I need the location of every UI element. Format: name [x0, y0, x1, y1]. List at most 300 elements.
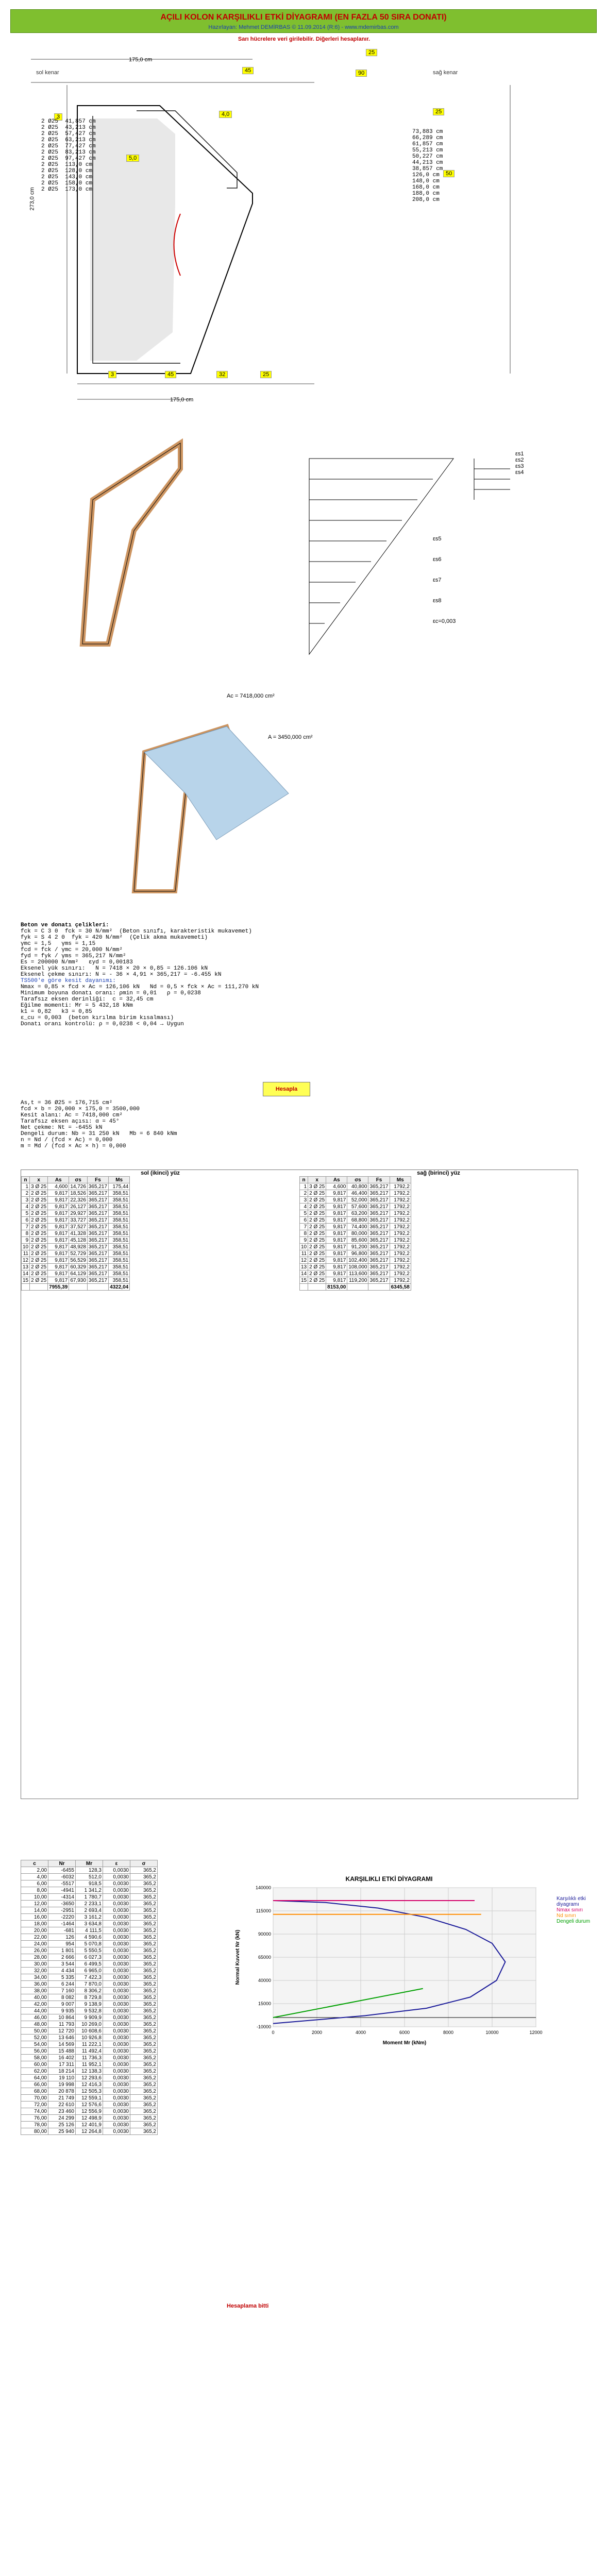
table-cell: 102,400	[347, 1257, 368, 1264]
table-header: Ms	[109, 1177, 130, 1183]
y-tick-label: 115000	[256, 1908, 271, 1913]
table-row	[22, 1237, 130, 1244]
input-angle[interactable]: 45	[242, 67, 254, 74]
table-cell: 22,326	[69, 1197, 88, 1204]
table-cell: 365,2	[130, 1887, 158, 1894]
table-row	[300, 1217, 411, 1224]
results-table-frame	[21, 1860, 158, 2135]
table-cell: 365,2	[130, 1880, 158, 1887]
table-cell: 2 Ø 25	[30, 1197, 48, 1204]
table-row	[22, 1224, 130, 1230]
table-cell: 358,51	[109, 1250, 130, 1257]
interaction-chart-svg	[232, 1883, 546, 2047]
table-cell: 0,0030	[103, 1914, 130, 1921]
table-cell: 9,817	[326, 1237, 347, 1244]
table-cell: 4,600	[326, 1183, 347, 1190]
table-cell: 365,2	[130, 2048, 158, 2055]
table-cell: 9,817	[326, 1270, 347, 1277]
table-cell: 365,217	[368, 1264, 390, 1270]
strain-label: εs4	[515, 469, 524, 476]
table-cell: 365,217	[368, 1210, 390, 1217]
table-cell: 0,0030	[103, 1894, 130, 1901]
table-cell: 11 736,3	[76, 2055, 103, 2061]
table-cell: 0,0030	[103, 2122, 130, 2128]
section-bottom-width: 175,0 cm	[170, 397, 194, 403]
table-cell: 13	[300, 1264, 308, 1270]
x-tick-label: 4000	[355, 2030, 366, 2035]
table-cell: 36,00	[21, 1981, 48, 1988]
input-dim-4[interactable]: 50	[443, 170, 454, 177]
table-cell: 8	[22, 1230, 30, 1237]
section-left-label: sol kenar	[36, 70, 59, 76]
table-cell: 68,00	[21, 2088, 48, 2095]
table-row	[300, 1250, 411, 1257]
table-cell: 365,2	[130, 2128, 158, 2135]
input-dim-2[interactable]: 5,0	[126, 155, 139, 162]
table-cell: 4 111,5	[76, 1927, 103, 1934]
table-header: c	[21, 1860, 48, 1867]
table-cell: 365,217	[368, 1244, 390, 1250]
dim-right: 61,857 cm	[412, 141, 443, 147]
table-cell: 80,00	[21, 2128, 48, 2135]
table-cell: 2 Ø 25	[308, 1257, 326, 1264]
legend-item: Nd sınırı	[557, 1913, 576, 1919]
table-cell: 175,44	[109, 1183, 130, 1190]
table-cell: 1792,2	[390, 1270, 411, 1277]
input-angle2[interactable]: 90	[356, 70, 367, 77]
dimension-rows-left	[41, 118, 165, 193]
table-cell: 34,00	[21, 1974, 48, 1981]
table-cell: 365,217	[368, 1257, 390, 1264]
table-cell: 22 610	[48, 2102, 76, 2108]
strain-labels	[515, 451, 524, 476]
table-cell: 56,00	[21, 2048, 48, 2055]
table-cell: 7 422,3	[76, 1974, 103, 1981]
x-tick-label: 0	[272, 2030, 275, 2035]
table-cell: 52,729	[69, 1250, 88, 1257]
table-cell: 68,800	[347, 1217, 368, 1224]
table-cell: 12 401,9	[76, 2122, 103, 2128]
table-header: Fs	[87, 1177, 108, 1183]
input-dim-5[interactable]: 3	[108, 371, 116, 378]
table-row	[21, 1941, 158, 1947]
table-cell	[347, 1284, 368, 1291]
table-row	[21, 1994, 158, 2001]
input-bars-1[interactable]: 3	[54, 113, 62, 121]
table-cell: 0,0030	[103, 2095, 130, 2102]
table-cell: 63,200	[347, 1210, 368, 1217]
table-cell: 80,000	[347, 1230, 368, 1237]
table-row	[22, 1264, 130, 1270]
table-cell: 7	[22, 1224, 30, 1230]
table-cell: 0,0030	[103, 2008, 130, 2014]
column-section-drawing	[10, 44, 598, 404]
table-cell: 358,51	[109, 1244, 130, 1250]
table-cell: 60,00	[21, 2061, 48, 2068]
table-cell: 4	[300, 1204, 308, 1210]
table-cell: 14 569	[48, 2041, 76, 2048]
table-cell: 11 222,1	[76, 2041, 103, 2048]
table-cell: 9,817	[326, 1257, 347, 1264]
table-cell: 0,0030	[103, 1947, 130, 1954]
table-cell: 2 666	[48, 1954, 76, 1961]
table-cell: 365,217	[368, 1224, 390, 1230]
table-cell: 9 007	[48, 2001, 76, 2008]
input-dim-1[interactable]: 4,0	[219, 111, 232, 118]
calc-line: fyd = fyk / γms = 365,217 N/mm²	[21, 953, 126, 959]
table-cell: -1464	[48, 1921, 76, 1927]
table-cell: 0,0030	[103, 2041, 130, 2048]
table-cell: 365,217	[87, 1250, 108, 1257]
table-cell: 9,817	[48, 1217, 69, 1224]
table-cell: 58,00	[21, 2055, 48, 2061]
table-cell: 9 935	[48, 2008, 76, 2014]
table-row	[21, 2008, 158, 2014]
dim-right: 148,0 cm	[412, 178, 440, 184]
table-cell: 10 926,8	[76, 2035, 103, 2041]
table-cell: 365,2	[130, 2028, 158, 2035]
table-cell: 46,00	[21, 2014, 48, 2021]
input-dim-3[interactable]: 25	[433, 108, 444, 115]
table-row	[21, 1914, 158, 1921]
table-cell: -2951	[48, 1907, 76, 1914]
table-cell: 365,2	[130, 2108, 158, 2115]
dim-right: 66,289 cm	[412, 135, 443, 141]
table-row	[300, 1190, 411, 1197]
table-cell: 1 801	[48, 1947, 76, 1954]
legend-item: Dengeli durum	[557, 1919, 591, 1924]
table-cell: 2 Ø 25	[308, 1190, 326, 1197]
table-row	[21, 1901, 158, 1907]
table-cell: 13	[22, 1264, 30, 1270]
table-row	[21, 2035, 158, 2041]
interaction-chart	[232, 1875, 546, 2050]
table-cell: 9,817	[326, 1197, 347, 1204]
input-dim-8[interactable]: 25	[260, 371, 272, 378]
table-cell: 4	[22, 1204, 30, 1210]
table-cell: 3 544	[48, 1961, 76, 1968]
table-cell: 9,817	[48, 1270, 69, 1277]
table-cell: 358,51	[109, 1230, 130, 1237]
table-cell: 19 998	[48, 2081, 76, 2088]
table-cell: 2 Ø 25	[30, 1277, 48, 1284]
calc-line: Eksenel çekme sınırı: N = - 36 × 4,91 × 365,217 = -6.455 kN	[21, 972, 222, 978]
table-cell: 2	[300, 1190, 308, 1197]
table-row	[300, 1210, 411, 1217]
table-cell: 9,817	[326, 1264, 347, 1270]
table-cell: 46,400	[347, 1190, 368, 1197]
table-cell: 12 720	[48, 2028, 76, 2035]
table-cell: 66,00	[21, 2081, 48, 2088]
table-cell: 2 Ø 25	[30, 1237, 48, 1244]
table-cell: 2 Ø 25	[30, 1210, 48, 1217]
table-cell: 44,00	[21, 2008, 48, 2014]
table-cell: 6	[300, 1217, 308, 1224]
table-header: n	[22, 1177, 30, 1183]
table-cell: 2 Ø 25	[30, 1217, 48, 1224]
input-cover[interactable]: 25	[366, 49, 377, 56]
calc-line: ε_cu = 0,003 (beton kırılma birim kısalması)	[21, 1015, 174, 1021]
table-row	[300, 1197, 411, 1204]
table-cell: 365,217	[368, 1277, 390, 1284]
table-cell: 0,0030	[103, 2075, 130, 2081]
table-cell: 365,2	[130, 2088, 158, 2095]
table-cell: 358,51	[109, 1237, 130, 1244]
table-cell: 0,0030	[103, 1954, 130, 1961]
table-row	[21, 1934, 158, 1941]
table-cell: 10 608,6	[76, 2028, 103, 2035]
table-cell: 1 341,2	[76, 1887, 103, 1894]
table-cell: 365,2	[130, 1934, 158, 1941]
table-cell: 12	[300, 1257, 308, 1264]
input-dim-6[interactable]: 45	[165, 371, 176, 378]
table-cell: 365,217	[87, 1257, 108, 1264]
x-axis-label: Moment Mr (kNm)	[382, 2040, 427, 2046]
table-cell: 0,0030	[103, 1974, 130, 1981]
table-cell: 365,2	[130, 2014, 158, 2021]
table-cell: 365,2	[130, 2021, 158, 2028]
table-cell: 2 Ø 25	[308, 1217, 326, 1224]
table-cell: 6 027,3	[76, 1954, 103, 1961]
table-cell: 3 634,8	[76, 1921, 103, 1927]
calc-line: As,t = 36 Ø25 = 176,715 cm²	[21, 1100, 113, 1106]
table-cell: -681	[48, 1927, 76, 1934]
table-row	[21, 2102, 158, 2108]
calc-line: Dengeli durum: Nb = 31 250 kN Mb = 6 840 kNm	[21, 1131, 177, 1137]
table-row	[21, 1887, 158, 1894]
table-header: n	[300, 1177, 308, 1183]
calc-line: Eksenel yük sınırı: N = 7418 × 20 × 0,85 = 126.106 kN	[21, 965, 208, 972]
table-cell: 2 Ø 25	[308, 1224, 326, 1230]
table-cell: 365,217	[368, 1217, 390, 1224]
table-row	[21, 1981, 158, 1988]
table-cell: 28,00	[21, 1954, 48, 1961]
table-cell	[87, 1284, 108, 1291]
table-cell: 358,51	[109, 1204, 130, 1210]
table-cell: 96,800	[347, 1250, 368, 1257]
table-row	[300, 1230, 411, 1237]
table-cell: 365,2	[130, 1974, 158, 1981]
y-axis-label: Normal Kuvvet Nr (kN)	[235, 1929, 241, 1985]
table-row	[22, 1250, 130, 1257]
table-cell: 365,217	[87, 1197, 108, 1204]
table-header: Ms	[390, 1177, 411, 1183]
calc-line: fck = C 3 0 fck = 30 N/mm² (Beton sınıfı, karakteristik mukavemet)	[21, 928, 252, 935]
table-cell: 12 559,1	[76, 2095, 103, 2102]
table-row	[22, 1210, 130, 1217]
table-cell: 0,0030	[103, 2102, 130, 2108]
dim-row: 2 Ø25 158,0 cm	[41, 180, 93, 187]
table-cell: 918,5	[76, 1880, 103, 1887]
table-cell: 2 693,4	[76, 1907, 103, 1914]
dim-row: 2 Ø25 57,427 cm	[41, 131, 96, 137]
table-cell: 7	[300, 1224, 308, 1230]
table-cell: 50,00	[21, 2028, 48, 2035]
table-row	[22, 1217, 130, 1224]
calc-line: Tarafsız eksen açısı: α = 45°	[21, 1118, 120, 1125]
table-cell: 365,2	[130, 1947, 158, 1954]
table-cell: 1792,2	[390, 1210, 411, 1217]
table-row	[21, 1880, 158, 1887]
table-cell: 12 576,6	[76, 2102, 103, 2108]
strain-diagram	[52, 438, 567, 670]
table-row	[21, 1894, 158, 1901]
table-cell: 365,2	[130, 2061, 158, 2068]
table-cell: 1792,2	[390, 1183, 411, 1190]
table-cell: 12 293,6	[76, 2075, 103, 2081]
legend-item: Nmax sınırı	[557, 1907, 583, 1913]
table-row	[300, 1257, 411, 1264]
table-header: As	[326, 1177, 347, 1183]
dim-row: 2 Ø25 143,0 cm	[41, 174, 93, 180]
table-cell: 24 299	[48, 2115, 76, 2122]
table-cell: 74,00	[21, 2108, 48, 2115]
table-cell: 512,0	[76, 1874, 103, 1880]
table-cell: 42,00	[21, 2001, 48, 2008]
table-cell: 76,00	[21, 2115, 48, 2122]
table-cell: 1 780,7	[76, 1894, 103, 1901]
dim-row: 2 Ø25 97,427 cm	[41, 156, 96, 162]
table-cell: 2 Ø 25	[308, 1244, 326, 1250]
table-cell: 18 214	[48, 2068, 76, 2075]
table-row	[300, 1224, 411, 1230]
table-cell: 9,817	[326, 1217, 347, 1224]
table-cell: 12 264,8	[76, 2128, 103, 2135]
table-cell: 38,00	[21, 1988, 48, 1994]
y-tick-label: 15000	[258, 2001, 271, 2006]
table-cell: 365,217	[368, 1237, 390, 1244]
table-row	[21, 2075, 158, 2081]
table-cell: 5 335	[48, 1974, 76, 1981]
dim-row: 2 Ø25 83,213 cm	[41, 149, 96, 156]
dim-right: 208,0 cm	[412, 197, 440, 203]
table-cell: 67,930	[69, 1277, 88, 1284]
table-cell: 18,00	[21, 1921, 48, 1927]
table-row	[21, 2122, 158, 2128]
table-cell: 8 729,8	[76, 1994, 103, 2001]
table-cell: 9,817	[326, 1244, 347, 1250]
table-cell: 365,2	[130, 2122, 158, 2128]
table-row	[21, 2021, 158, 2028]
table-cell: 365,2	[130, 1988, 158, 1994]
table-cell: 72,00	[21, 2102, 48, 2108]
table-row	[300, 1264, 411, 1270]
strain-label: εs7	[433, 577, 442, 583]
table-cell: 365,217	[87, 1230, 108, 1237]
table-cell: 1792,2	[390, 1250, 411, 1257]
table-cell: 8	[300, 1230, 308, 1237]
dim-right: 168,0 cm	[412, 184, 440, 191]
table-cell: 1792,2	[390, 1244, 411, 1250]
table-cell: 0,0030	[103, 1994, 130, 2001]
table-cell: 0,0030	[103, 2081, 130, 2088]
table-cell: 11	[300, 1250, 308, 1257]
calc-line: Kesit alanı: Ac = 7418,000 cm²	[21, 1112, 123, 1118]
table-cell: 0,0030	[103, 1941, 130, 1947]
table-total-row	[22, 1284, 130, 1291]
table-cell: 85,600	[347, 1237, 368, 1244]
table-cell: 3 Ø 25	[30, 1183, 48, 1190]
table-cell: 9,817	[48, 1264, 69, 1270]
table-row	[21, 1907, 158, 1914]
table-cell: 2 Ø 25	[308, 1204, 326, 1210]
table-cell: 6	[22, 1217, 30, 1224]
section-height: 273,0 cm	[29, 187, 36, 211]
table-cell: 12 556,9	[76, 2108, 103, 2115]
x-tick-label: 6000	[399, 2030, 410, 2035]
table-cell: 1	[22, 1183, 30, 1190]
dim-row: 2 Ø25 128,0 cm	[41, 168, 93, 174]
table-cell: 0,0030	[103, 1901, 130, 1907]
table-cell: 0,0030	[103, 2068, 130, 2075]
table-cell: 16 402	[48, 2055, 76, 2061]
calculate-button[interactable]: Hesapla	[263, 1082, 310, 1096]
left-face-section	[21, 1170, 299, 1291]
table-header: Nr	[48, 1860, 76, 1867]
input-dim-7[interactable]: 32	[216, 371, 228, 378]
table-cell: 365,2	[130, 2055, 158, 2061]
table-cell: 365,2	[130, 2035, 158, 2041]
table-cell: 6345,58	[390, 1284, 411, 1291]
table-cell: 2,00	[21, 1867, 48, 1874]
table-cell: 12	[22, 1257, 30, 1264]
table-cell: 5 550,5	[76, 1947, 103, 1954]
table-cell: 4 434	[48, 1968, 76, 1974]
table-cell: 9,817	[48, 1204, 69, 1210]
table-header: σ	[130, 1860, 158, 1867]
summary-table-frame	[21, 1170, 578, 1799]
table-cell: 2 Ø 25	[30, 1270, 48, 1277]
table-cell: 365,217	[87, 1244, 108, 1250]
table-cell: 108,000	[347, 1264, 368, 1270]
table-cell: 48,00	[21, 2021, 48, 2028]
table-row	[300, 1270, 411, 1277]
calc-line: Minimum boyuna donatı oranı: ρmin = 0,01 ρ = 0,0238	[21, 990, 201, 996]
table-row	[21, 2055, 158, 2061]
y-tick-label: 140000	[255, 1885, 271, 1890]
table-row	[300, 1277, 411, 1284]
table-cell: 365,217	[368, 1270, 390, 1277]
table-cell: 9,817	[326, 1204, 347, 1210]
table-cell: 2 Ø 25	[30, 1230, 48, 1237]
dim-row: 2 Ø25 63,213 cm	[41, 137, 96, 143]
table-cell: 11 793	[48, 2021, 76, 2028]
table-cell: 365,2	[130, 1874, 158, 1880]
table-cell: 6 244	[48, 1981, 76, 1988]
extra-calc-block	[21, 1100, 350, 1149]
table-cell: 0,0030	[103, 1961, 130, 1968]
table-cell: 11 492,4	[76, 2048, 103, 2055]
table-cell: 0,0030	[103, 2014, 130, 2021]
table-cell: 18,526	[69, 1190, 88, 1197]
area-label: Ac = 7418,000 cm²	[227, 693, 275, 699]
table-cell: 5	[22, 1210, 30, 1217]
table-cell: 9 532,8	[76, 2008, 103, 2014]
dim-row: 2 Ø25 41,857 cm	[41, 118, 96, 125]
table-cell: 0,0030	[103, 1934, 130, 1941]
page-subtitle: Hazırlayan: Mehmet DEMİRBAS © 11.09.2014 (R:6) - www.mdemirbas.com	[208, 24, 399, 30]
table-cell: 365,217	[368, 1230, 390, 1237]
calc-block	[21, 922, 350, 1027]
table-cell: 6 965,0	[76, 1968, 103, 1974]
table-cell: 13 646	[48, 2035, 76, 2041]
table-cell: 9,817	[326, 1224, 347, 1230]
table-row	[21, 2014, 158, 2021]
table-cell: 0,0030	[103, 2108, 130, 2115]
table-cell: 20,00	[21, 1927, 48, 1934]
table-cell: 10 269,0	[76, 2021, 103, 2028]
dimension-rows-right	[412, 129, 505, 203]
